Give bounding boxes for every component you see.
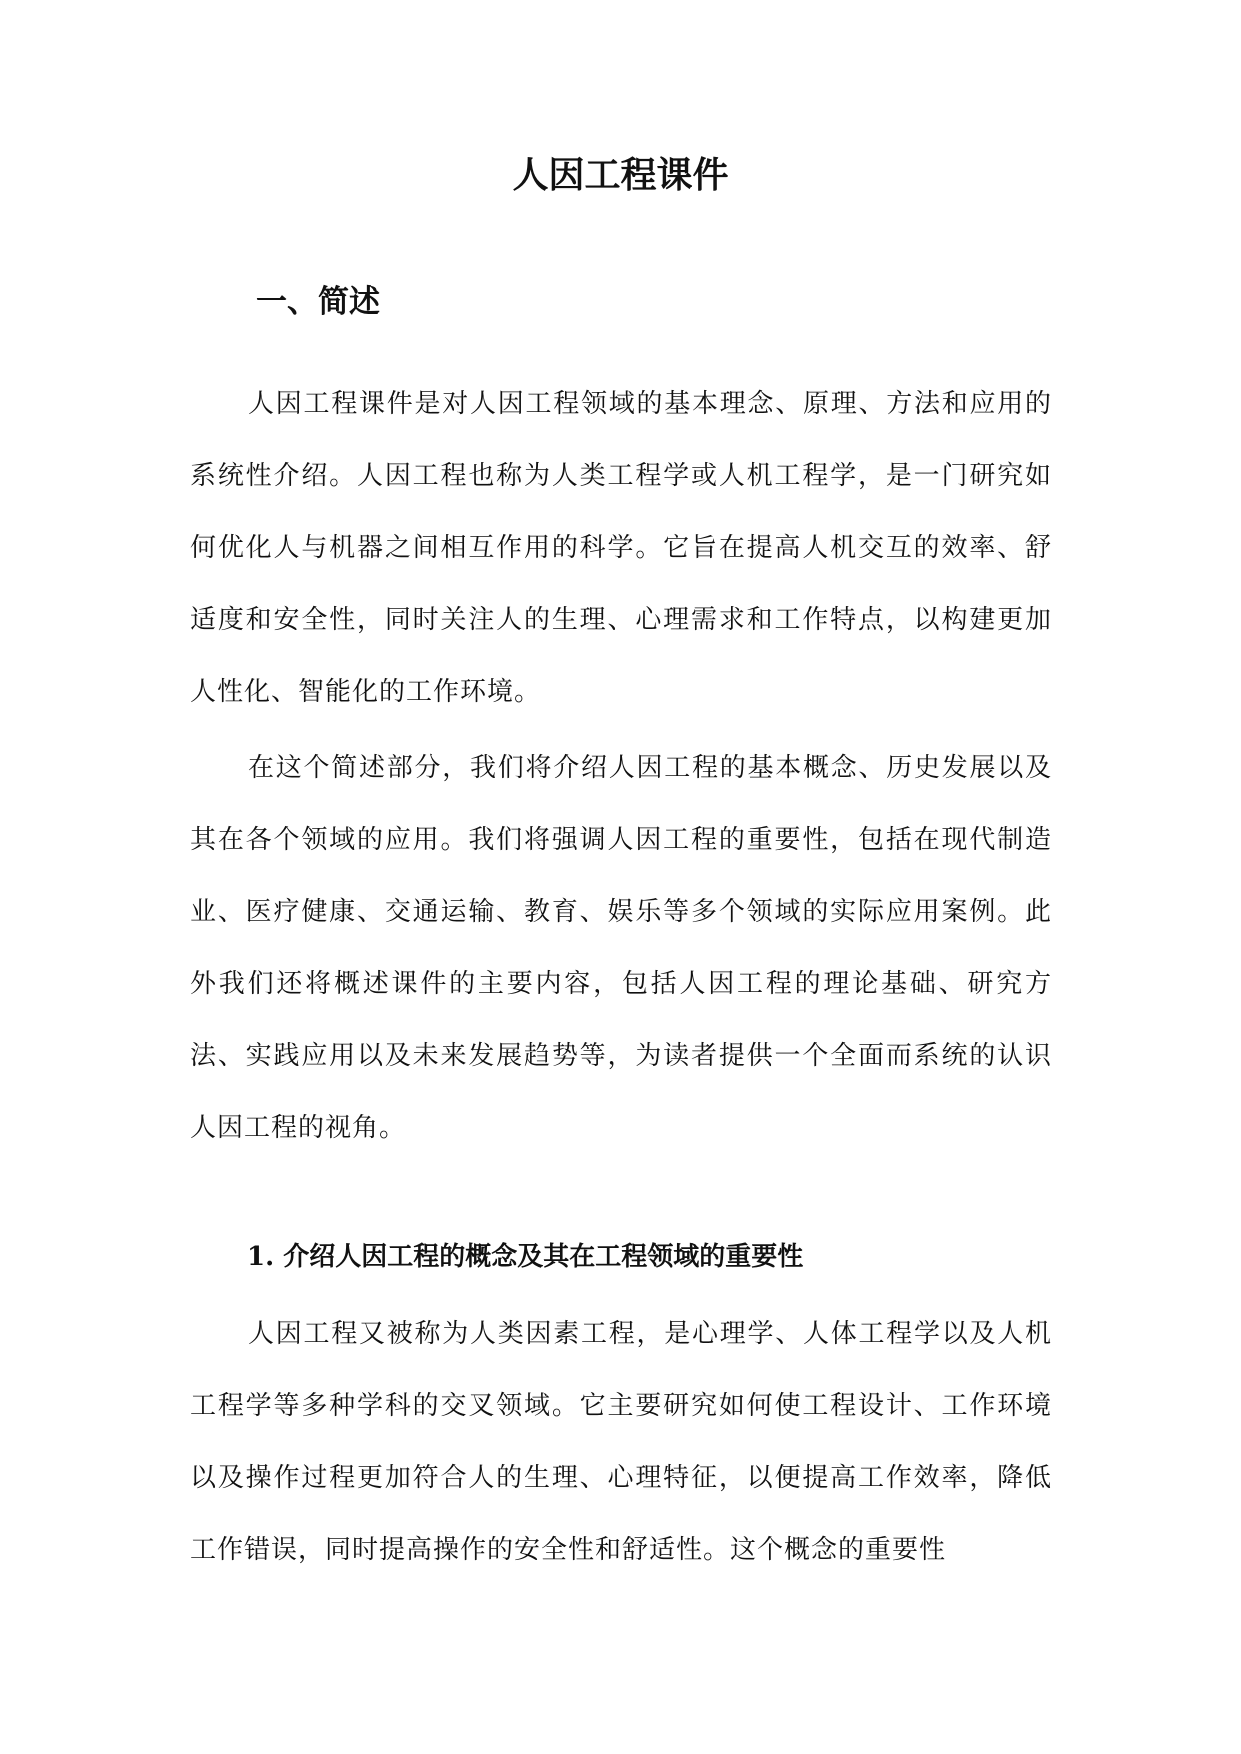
subsection-heading-concept: 1. 介绍人因工程的概念及其在工程领域的重要性 <box>247 1242 804 1272</box>
section-heading-overview: 一、简述 <box>256 284 380 320</box>
document-title: 人因工程课件 <box>512 154 729 196</box>
paragraph-overview-2: 在这个简述部分，我们将介绍人因工程的基本概念、历史发展以及其在各个领域的应用。我们将强调人因工程的重要性，包括在现代制造业、医疗健康、交通运输、教育、娱乐等多个领域的实际应用案例。此外我们还将概述课件的主要内容，包括人因工程的理论基础、研究方法、实践应用以及未来发展趋势等，为读者提供一个全面而系统的认识人因工程的视角。 <box>190 753 1052 1143</box>
paragraph-overview-1: 人因工程课件是对人因工程领域的基本理念、原理、方法和应用的系统性介绍。人因工程也称为人类工程学或人机工程学，是一门研究如何优化人与机器之间相互作用的科学。它旨在提高人机交互的效率、舒适度和安全性，同时关注人的生理、心理需求和工作特点，以构建更加人性化、智能化的工作环境。 <box>190 389 1052 707</box>
paragraph-concept-1: 人因工程又被称为人类因素工程，是心理学、人体工程学以及人机工程学等多种学科的交叉领域。它主要研究如何使工程设计、工作环境以及操作过程更加符合人的生理、心理特征，以便提高工作效率，降低工作错误，同时提高操作的安全性和舒适性。这个概念的重要性 <box>190 1319 1052 1565</box>
